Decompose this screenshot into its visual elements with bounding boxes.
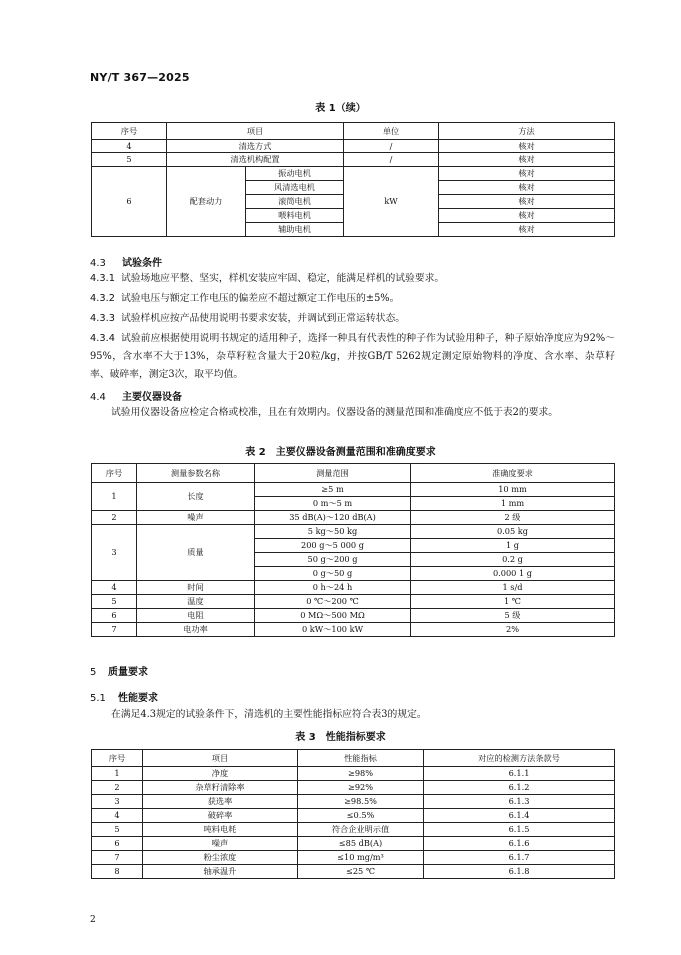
- clause-number: 4.3.2: [90, 293, 115, 304]
- section-4-3-heading: [90, 254, 162, 269]
- table2-header-range: 测量范围: [255, 464, 411, 483]
- table-row: [92, 595, 615, 609]
- table1-cell-item: 清选方式: [167, 140, 344, 153]
- table1-cell-unit: kW: [344, 167, 439, 237]
- paragraph-4-3-2: [90, 290, 615, 308]
- table-row: [92, 851, 615, 865]
- table2-cell-range: 0 kW～100 kW: [255, 623, 411, 637]
- table1-cell-no: 4: [92, 140, 167, 153]
- table1-cell-method: 核对: [439, 167, 615, 181]
- section-number: 4.4: [90, 392, 106, 403]
- table1-cell-item: 配套动力: [167, 167, 246, 237]
- clause-number: 4.3.4: [90, 333, 115, 344]
- table1-cell-subitem: 振动电机: [246, 167, 344, 181]
- table3-cell-clause: 6.1.8: [424, 865, 615, 879]
- table1-cell-method: 核对: [439, 195, 615, 209]
- table3-header-clause: 对应的检测方法条款号: [424, 750, 615, 767]
- table-row: [92, 795, 615, 809]
- table1-cell-item: 清选机构配置: [167, 153, 344, 167]
- table2-cell-param: 电功率: [137, 623, 255, 637]
- table-row: [92, 865, 615, 879]
- section-4-4-heading: [90, 388, 182, 403]
- table3-cell-spec: 符合企业明示值: [298, 823, 424, 837]
- table1-cell-subitem: 风清选电机: [246, 181, 344, 195]
- table-row: [92, 781, 615, 795]
- table1-cell-method: 核对: [439, 209, 615, 223]
- table2-cell-range: 35 dB(A)～120 dB(A): [255, 511, 411, 525]
- table2-cell-accuracy: 0.000 1 g: [411, 567, 615, 581]
- table-row: [92, 767, 615, 781]
- table3-cell-spec: ≤0.5%: [298, 809, 424, 823]
- table3-cell-item: 吨料电耗: [143, 823, 298, 837]
- table3-cell-clause: 6.1.5: [424, 823, 615, 837]
- table2-cell-accuracy: 10 mm: [411, 483, 615, 497]
- clause-number: 4.3.3: [90, 313, 115, 324]
- table2-cell-range: 0 g～50 g: [255, 567, 411, 581]
- table1-header-method: 方法: [439, 123, 615, 140]
- paragraph-text: 试验电压与额定工作电压的偏差应不超过额定工作电压的±5%。: [120, 293, 400, 304]
- table1-cell-unit: /: [344, 140, 439, 153]
- table3-cell-clause: 6.1.1: [424, 767, 615, 781]
- table3-cell-item: 净度: [143, 767, 298, 781]
- table2-cell-range: 0 m～5 m: [255, 497, 411, 511]
- table2-header-no: 序号: [92, 464, 137, 483]
- table-row: [92, 511, 615, 525]
- table3-caption: 表 3 性能指标要求: [295, 732, 386, 743]
- table1-cell-no: 5: [92, 153, 167, 167]
- table-row: [92, 823, 615, 837]
- table2-cell-accuracy: 1 s/d: [411, 581, 615, 595]
- table2-cell-range: 0 MΩ～500 MΩ: [255, 609, 411, 623]
- table1-cell-subitem: 喂料电机: [246, 209, 344, 223]
- table3-cell-item: 破碎率: [143, 809, 298, 823]
- table3: [91, 749, 615, 879]
- table2-caption: 表 2 主要仪器设备测量范围和准确度要求: [245, 447, 436, 458]
- paragraph-4-3-4: [90, 330, 615, 384]
- section-number: 5: [90, 667, 97, 678]
- table1-cell-subitem: 滚筒电机: [246, 195, 344, 209]
- paragraph-text: 试验场地应平整、坚实，样机安装应牢固、稳定，能满足样机的试验要求。: [120, 273, 445, 284]
- table3-cell-no: 8: [92, 865, 143, 879]
- table3-cell-no: 5: [92, 823, 143, 837]
- table3-cell-no: 3: [92, 795, 143, 809]
- table3-cell-spec: ≤85 dB(A): [298, 837, 424, 851]
- section-title: 主要仪器设备: [122, 392, 182, 403]
- table2-cell-no: 1: [92, 483, 137, 511]
- table2-cell-range: 0 ℃～200 ℃: [255, 595, 411, 609]
- table1-cell-method: 核对: [439, 223, 615, 237]
- standard-code: NY/T 367—2025: [90, 71, 190, 84]
- table1-cell-method: 核对: [439, 153, 615, 167]
- table3-cell-no: 1: [92, 767, 143, 781]
- section-5-1-heading: [90, 689, 158, 704]
- table3-cell-spec: ≤25 ℃: [298, 865, 424, 879]
- paragraph-4-4: 试验用仪器设备应检定合格或校准，且在有效期内。仪器设备的测量范围和准确度应不低于表2的要求。: [111, 407, 559, 418]
- table3-cell-clause: 6.1.7: [424, 851, 615, 865]
- table2-cell-no: 7: [92, 623, 137, 637]
- table-row: [92, 581, 615, 595]
- section-title: 试验条件: [122, 258, 162, 269]
- clause-number: 4.3.1: [90, 273, 115, 284]
- table1-cell-method: 核对: [439, 140, 615, 153]
- table1-caption: 表 1（续）: [315, 103, 366, 114]
- table-row: [92, 623, 615, 637]
- table3-cell-clause: 6.1.3: [424, 795, 615, 809]
- table1-cell-no: 6: [92, 167, 167, 237]
- section-5-heading: [90, 663, 148, 678]
- table2-cell-param: 长度: [137, 483, 255, 511]
- page-number: 2: [90, 915, 96, 925]
- table1-header-unit: 单位: [344, 123, 439, 140]
- table2-cell-param: 电阻: [137, 609, 255, 623]
- table3-cell-no: 6: [92, 837, 143, 851]
- table2-cell-accuracy: 2%: [411, 623, 615, 637]
- table3-cell-clause: 6.1.6: [424, 837, 615, 851]
- table2-cell-no: 2: [92, 511, 137, 525]
- table3-cell-item: 噪声: [143, 837, 298, 851]
- table-row: [92, 837, 615, 851]
- table2-cell-no: 3: [92, 525, 137, 581]
- table3-cell-clause: 6.1.2: [424, 781, 615, 795]
- table-row: [92, 483, 615, 497]
- paragraph-text: 试验前应根据使用说明书规定的适用种子，选择一种具有代表性的种子作为试验用种子，种子原始净度应为92%～95%，含水率不大于13%，杂草籽粒含量大于20粒/kg，并按GB/T 5262规定测定原始物料的净度、含水率、杂草籽率、破碎率，测定3次，取平均值。: [90, 333, 615, 380]
- section-number: 4.3: [90, 258, 106, 269]
- table1-header-item: 项目: [167, 123, 344, 140]
- table2: [91, 463, 615, 637]
- table2-cell-no: 6: [92, 609, 137, 623]
- table-row: [92, 525, 615, 539]
- table2-cell-param: 质量: [137, 525, 255, 581]
- section-number: 5.1: [90, 693, 106, 704]
- table2-cell-accuracy: 2 级: [411, 511, 615, 525]
- table3-cell-clause: 6.1.4: [424, 809, 615, 823]
- table2-cell-accuracy: 0.2 g: [411, 553, 615, 567]
- table2-cell-accuracy: 1 g: [411, 539, 615, 553]
- table2-cell-range: ≥5 m: [255, 483, 411, 497]
- paragraph-text: 试验样机应按产品使用说明书要求安装，并调试到正常运转状态。: [120, 313, 406, 324]
- table3-cell-spec: ≥98%: [298, 767, 424, 781]
- table2-cell-accuracy: 1 mm: [411, 497, 615, 511]
- paragraph-4-3-1: [90, 270, 615, 288]
- table1-header-no: 序号: [92, 123, 167, 140]
- table2-cell-param: 时间: [137, 581, 255, 595]
- table3-cell-no: 2: [92, 781, 143, 795]
- table3-cell-spec: ≥92%: [298, 781, 424, 795]
- table2-cell-accuracy: 5 级: [411, 609, 615, 623]
- table-row: [92, 153, 615, 167]
- table2-cell-range: 50 g～200 g: [255, 553, 411, 567]
- section-title: 性能要求: [118, 693, 158, 704]
- table2-header-param: 测量参数名称: [137, 464, 255, 483]
- table3-header-spec: 性能指标: [298, 750, 424, 767]
- table1: [91, 122, 615, 237]
- table2-cell-no: 4: [92, 581, 137, 595]
- table3-cell-no: 4: [92, 809, 143, 823]
- table1-cell-method: 核对: [439, 181, 615, 195]
- table2-header-accuracy: 准确度要求: [411, 464, 615, 483]
- table3-cell-spec: ≥98.5%: [298, 795, 424, 809]
- table-row: [92, 167, 615, 181]
- table3-cell-item: 杂草籽清除率: [143, 781, 298, 795]
- table1-cell-unit: /: [344, 153, 439, 167]
- paragraph-4-3-3: [90, 310, 615, 328]
- table2-cell-no: 5: [92, 595, 137, 609]
- table3-cell-item: 粉尘浓度: [143, 851, 298, 865]
- table3-cell-spec: ≤10 mg/m³: [298, 851, 424, 865]
- table3-cell-item: 轴承温升: [143, 865, 298, 879]
- table3-header-item: 项目: [143, 750, 298, 767]
- table2-cell-param: 噪声: [137, 511, 255, 525]
- table2-cell-range: 200 g～5 000 g: [255, 539, 411, 553]
- table-row: [92, 140, 615, 153]
- table3-header-no: 序号: [92, 750, 143, 767]
- table-row: [92, 809, 615, 823]
- table2-cell-param: 温度: [137, 595, 255, 609]
- table2-cell-accuracy: 0.05 kg: [411, 525, 615, 539]
- section-title: 质量要求: [108, 667, 148, 678]
- table3-cell-no: 7: [92, 851, 143, 865]
- table-row: [92, 609, 615, 623]
- table2-cell-range: 0 h～24 h: [255, 581, 411, 595]
- table2-cell-accuracy: 1 ℃: [411, 595, 615, 609]
- table1-cell-subitem: 辅助电机: [246, 223, 344, 237]
- table2-cell-range: 5 kg～50 kg: [255, 525, 411, 539]
- table3-cell-item: 获选率: [143, 795, 298, 809]
- paragraph-5-1: 在满足4.3规定的试验条件下，清选机的主要性能指标应符合表3的规定。: [111, 709, 427, 720]
